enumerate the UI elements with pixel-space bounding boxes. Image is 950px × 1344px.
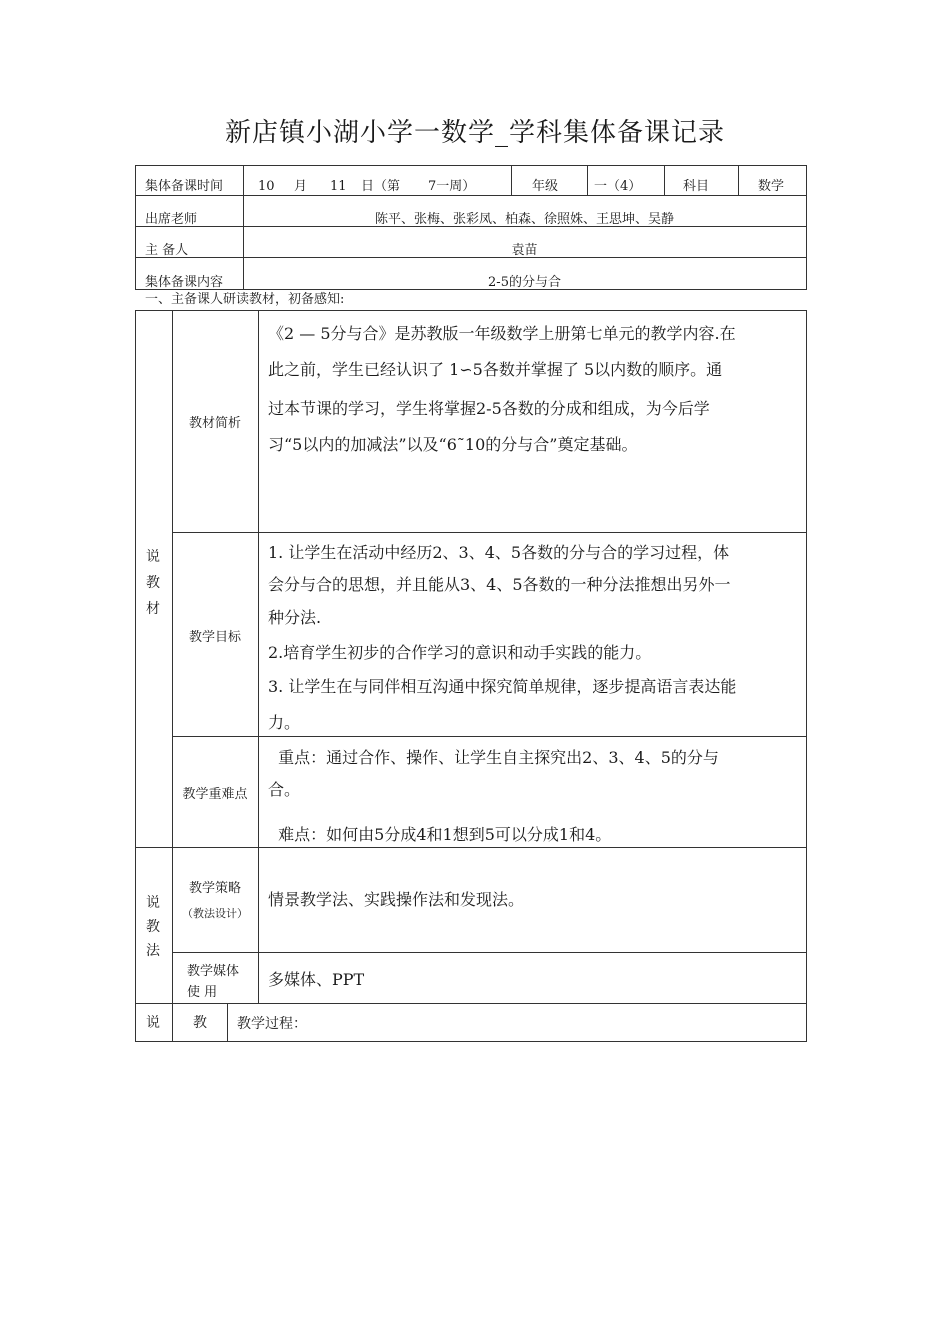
goals-line-4: 2.培育学生初步的合作学习的意识和动手实践的能力。 <box>268 643 652 662</box>
side-label-textbook-3: 材 <box>146 601 160 617</box>
media-label-line-1: 教学媒体 <box>187 964 240 979</box>
strategy-label: 教学策略 <box>188 881 241 896</box>
key-points-label: 教学重难点 <box>182 787 248 802</box>
analysis-line-4: 习“5以内的加减法”以及“6˜10的分与合”奠定基础。 <box>268 435 638 454</box>
side-label-method-1: 说 <box>146 895 160 911</box>
time-label: 集体备课时间 <box>145 179 224 194</box>
section-heading: 一、主备课人研读教材，初备感知: <box>145 292 345 307</box>
process-value: 教学过程： <box>237 1016 307 1032</box>
key-point-line-2: 合。 <box>268 780 301 799</box>
analysis-line-2: 此之前，学生已经认识了 1∽5各数并掌握了 5以内数的顺序。通 <box>268 360 723 379</box>
strategy-value: 情景教学法、实践操作法和发现法。 <box>268 890 525 909</box>
goals-line-6: 力。 <box>268 713 301 732</box>
media-label-line-2: 使 用 <box>187 985 218 1000</box>
media-value: 多媒体、PPT <box>268 970 365 989</box>
analysis-line-1: 《2 — 5分与合》是苏教版一年级数学上册第七单元的教学内容.在 <box>268 324 736 343</box>
attendees-value: 陈平、张梅、张彩凤、柏森、徐照姝、王思坤、吴静 <box>374 212 674 227</box>
subject-label: 科目 <box>683 179 710 194</box>
analysis-line-3: 过本节课的学习，学生将掌握2-5各数的分成和组成，为今后学 <box>268 399 710 418</box>
subject-value: 数学 <box>758 179 785 194</box>
content-label: 集体备课内容 <box>145 275 224 290</box>
month-number: 10 <box>258 179 275 194</box>
side-label-method-3: 法 <box>146 943 160 959</box>
lead-teacher-value: 袁苗 <box>511 243 538 258</box>
key-point-line-1: 重点：通过合作、操作、让学生自主探究出2、3、4、5的分与 <box>268 748 719 767</box>
difficult-point-line: 难点：如何由5分成4和1想到5可以分成1和4。 <box>268 825 612 844</box>
week-value: 7一周） <box>428 179 476 194</box>
page-title: 新店镇小湖小学一数学_学科集体备课记录 <box>224 118 725 148</box>
side-label-process: 说 <box>146 1015 160 1031</box>
attendees-label: 出席老师 <box>145 212 198 227</box>
goals-label: 教学目标 <box>188 630 241 645</box>
grade-label: 年级 <box>532 179 559 194</box>
strategy-sublabel: （教法设计） <box>182 907 248 920</box>
goals-line-5: 3. 让学生在与同伴相互沟通中探究简单规律，逐步提高语言表达能 <box>268 677 737 696</box>
goals-line-3: 种分法. <box>268 608 322 627</box>
side-label-textbook-2: 教 <box>146 575 160 591</box>
lead-teacher-label: 主 备人 <box>145 243 189 258</box>
day-number: 11 <box>330 179 347 194</box>
month-unit: 月 <box>294 179 308 194</box>
side-label-method-2: 教 <box>146 919 160 935</box>
goals-line-2: 会分与合的思想，并且能从3、4、5各数的一种分法推想出另外一 <box>268 575 731 594</box>
analysis-label: 教材简析 <box>188 416 241 431</box>
day-unit: 日（第 <box>361 179 401 194</box>
side-label-textbook-1: 说 <box>146 549 160 565</box>
goals-line-1: 1. 让学生在活动中经历2、3、4、5各数的分与合的学习过程，体 <box>268 543 730 562</box>
grade-value: 一（4） <box>594 179 642 194</box>
content-value: 2-5的分与合 <box>488 275 561 290</box>
process-column-label: 教 <box>193 1015 207 1031</box>
